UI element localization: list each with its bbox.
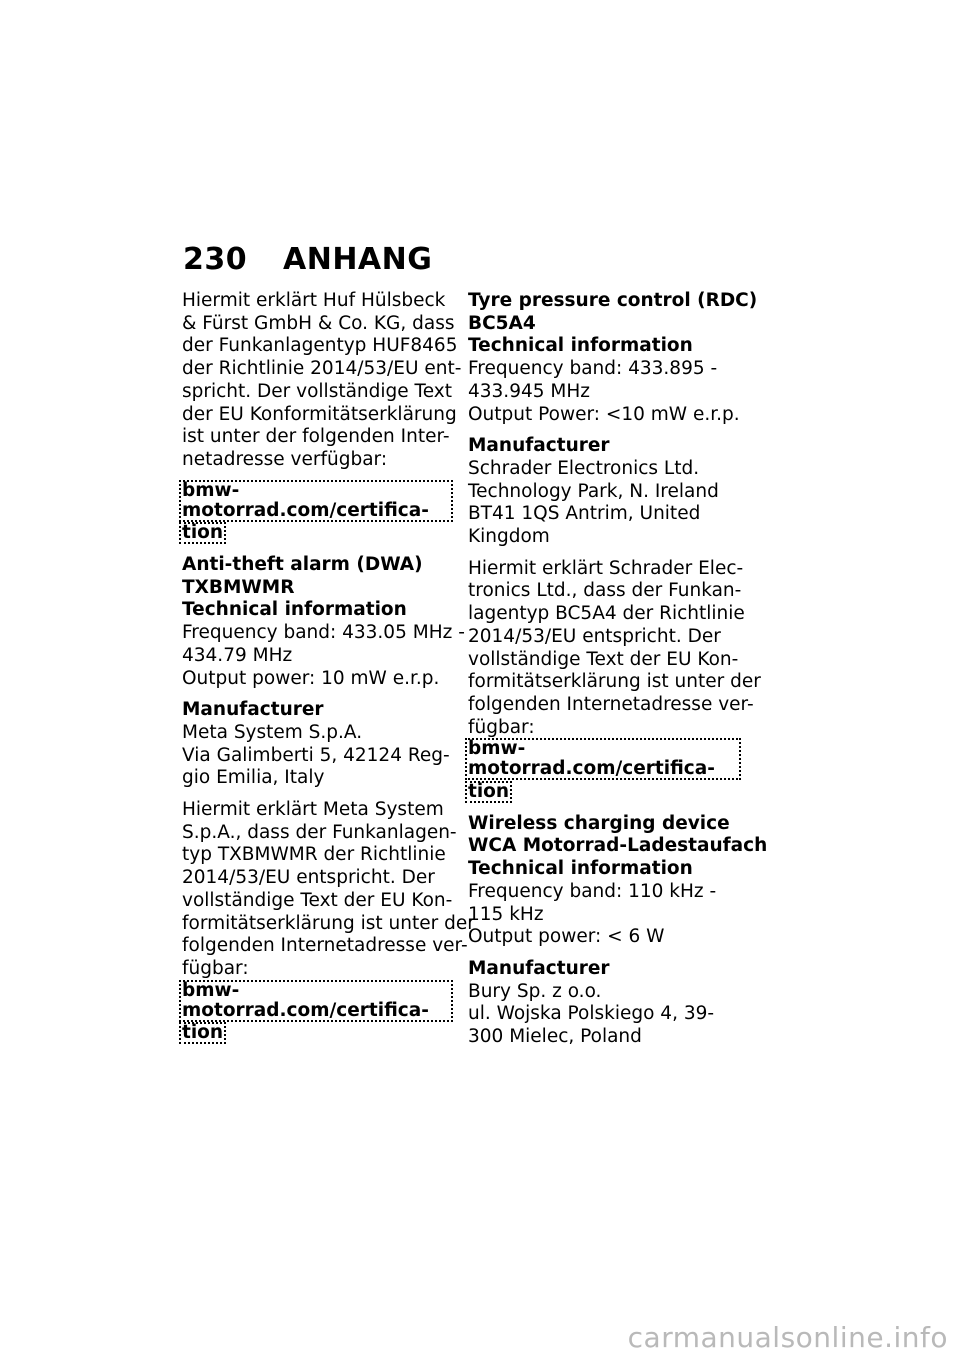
rdc-title: Tyre pressure control (RDC) <box>468 290 758 311</box>
text-line: Via Galimberti 5, 42124 Reg- <box>182 744 450 766</box>
certification-link[interactable] <box>468 739 740 803</box>
text-line: der EU Konformitätserklärung <box>182 403 457 425</box>
right-column <box>468 290 768 1058</box>
text-line: & Fürst GmbH & Co. KG, dass <box>182 312 455 334</box>
wcd-power: Output power: < 6 W <box>468 926 665 948</box>
text-line: Technology Park, N. Ireland <box>468 480 719 502</box>
rdc-frequency: 433.945 MHz <box>468 380 590 402</box>
text-line: 2014/53/EU entspricht. Der <box>468 625 721 647</box>
certification-link-line-1[interactable]: bmw-motorrad.com/certifica- <box>466 739 740 779</box>
huf-declaration <box>182 290 462 472</box>
certification-link[interactable] <box>182 981 452 1045</box>
text-line: gio Emilia, Italy <box>182 767 325 789</box>
dwa-manufacturer-heading: Manufacturer <box>182 699 324 721</box>
text-line: Schrader Electronics Ltd. <box>468 457 700 479</box>
dwa-manufacturer <box>182 699 452 790</box>
wcd-tech-heading: Technical information <box>468 858 693 880</box>
text-line: vollständige Text der EU Kon- <box>468 648 739 670</box>
certification-link[interactable] <box>182 481 452 545</box>
text-line: der Funkanlagentyp HUF8465 <box>182 335 458 357</box>
dwa-tech-heading: Technical information <box>182 599 407 621</box>
text-line: netadresse verfügbar: <box>182 448 388 470</box>
dwa-power: Output power: 10 mW e.r.p. <box>182 667 440 689</box>
text-line: folgenden Internetadresse ver- <box>468 693 754 715</box>
rdc-manufacturer-heading: Manufacturer <box>468 435 610 457</box>
wcd-frequency: 115 kHz <box>468 903 544 925</box>
dwa-title: Anti-theft alarm (DWA) <box>182 554 423 576</box>
page-number: 230 <box>183 242 248 277</box>
wcd-manufacturer <box>468 958 740 1049</box>
text-line: Meta System S.p.A. <box>182 721 363 743</box>
watermark: carmanualsonline.info <box>627 1321 948 1354</box>
wcd-section <box>468 812 768 949</box>
rdc-declaration <box>468 557 761 740</box>
text-line: ul. Wojska Polskiego 4, 39- <box>468 1003 715 1025</box>
text-line: BT41 1QS Antrim, United <box>468 503 701 525</box>
text-line: fügbar: <box>182 957 249 979</box>
page-header <box>183 242 432 277</box>
text-line: S.p.A., dass der Funkanlagen- <box>182 821 457 843</box>
text-line: formitätserklärung ist unter der <box>182 912 475 934</box>
rdc-manufacturer <box>468 435 740 549</box>
certification-link-line-1[interactable]: bmw-motorrad.com/certifica- <box>180 981 452 1021</box>
section-title: ANHANG <box>283 242 433 277</box>
text-line: formitätserklärung ist unter der <box>468 671 761 693</box>
text-line: 300 Mielec, Poland <box>468 1026 642 1048</box>
rdc-power: Output Power: <10 mW e.r.p. <box>468 403 740 425</box>
text-line: typ TXBMWMR der Richtlinie <box>182 844 446 866</box>
text-line: folgenden Internetadresse ver- <box>182 935 468 957</box>
text-line: Bury Sp. z o.o. <box>468 980 602 1002</box>
certification-link-line-2[interactable]: tion <box>468 781 510 803</box>
rdc-frequency: Frequency band: 433.895 - <box>468 358 718 380</box>
dwa-frequency: Frequency band: 433.05 MHz - <box>182 622 465 644</box>
rdc-model: BC5A4 <box>468 312 536 334</box>
text-line: spricht. Der vollständige Text <box>182 380 452 402</box>
wcd-model: WCA Motorrad-Ladestaufach <box>468 835 768 857</box>
text-line: fügbar: <box>468 716 535 738</box>
wcd-title: Wireless charging device <box>468 812 730 834</box>
dwa-section <box>182 554 465 690</box>
dwa-frequency: 434.79 MHz <box>182 644 293 666</box>
wcd-frequency: Frequency band: 110 kHz - <box>468 880 717 902</box>
text-line: ist unter der folgenden Inter- <box>182 426 450 448</box>
text-line: Kingdom <box>468 526 550 548</box>
certification-link-line-2[interactable]: tion <box>182 522 224 544</box>
text-line: tronics Ltd., dass der Funkan- <box>468 580 742 602</box>
dwa-declaration <box>182 799 475 981</box>
certification-link-line-1[interactable]: bmw-motorrad.com/certifica- <box>180 481 452 521</box>
certification-link-line-2[interactable]: tion <box>182 1022 224 1044</box>
text-line: Hiermit erklärt Schrader Elec- <box>468 557 744 579</box>
wcd-manufacturer-heading: Manufacturer <box>468 957 610 979</box>
text-line: lagentyp BC5A4 der Richtlinie <box>468 603 745 625</box>
dwa-model: TXBMWMR <box>182 576 295 598</box>
text-line: Hiermit erklärt Huf Hülsbeck <box>182 290 446 311</box>
text-line: der Richtlinie 2014/53/EU ent- <box>182 358 462 380</box>
text-line: 2014/53/EU entspricht. Der <box>182 867 435 889</box>
left-column <box>182 290 475 1054</box>
text-line: Hiermit erklärt Meta System <box>182 799 444 821</box>
rdc-section <box>468 290 758 426</box>
rdc-tech-heading: Technical information <box>468 335 693 357</box>
text-line: vollständige Text der EU Kon- <box>182 889 453 911</box>
